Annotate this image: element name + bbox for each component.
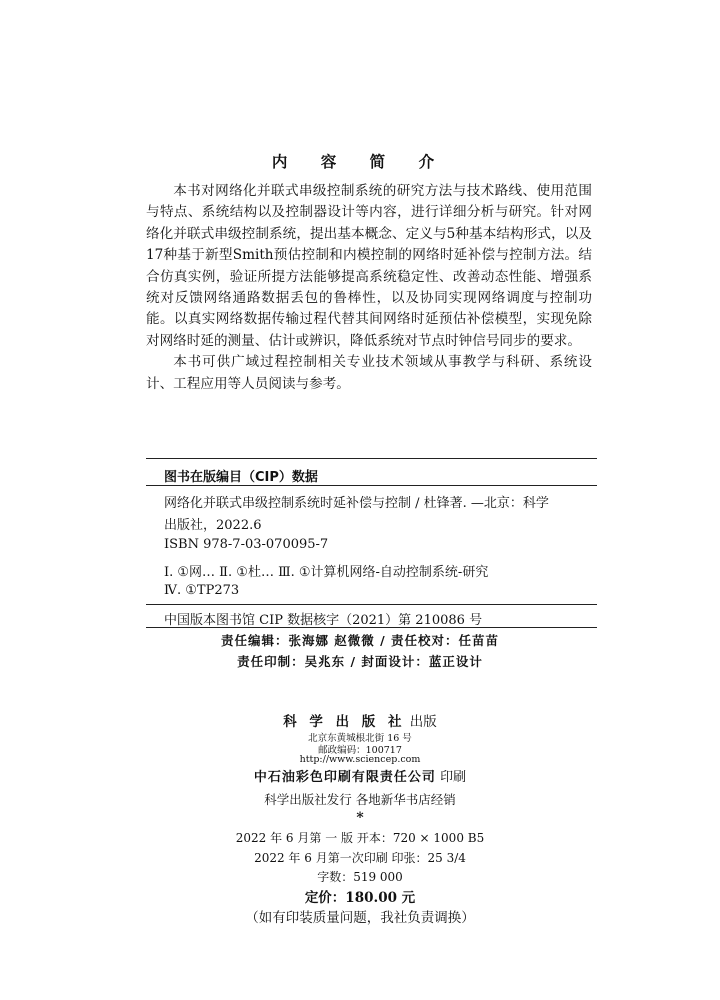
- cip-classification: Ⅰ. ①网… Ⅱ. ①杜… Ⅲ. ①计算机网络-自动控制系统-研究: [164, 565, 489, 580]
- publisher-suffix: 出版: [405, 714, 437, 730]
- cip-top-rule: [146, 458, 597, 459]
- publisher-name: 科 学 出 版 社: [283, 714, 406, 730]
- cip-title-line: 网络化并联式串级控制系统时延补偿与控制 / 杜锋著. —北京：科学: [164, 496, 549, 511]
- cip-classification-cont: Ⅳ. ①TP273: [164, 583, 240, 598]
- word-count: 字数：519 000: [317, 870, 403, 884]
- cip-title-line-cont: 出版社，2022.6: [164, 518, 262, 533]
- production-line: 责任印制：吴兆东 / 封面设计：蓝正设计: [237, 654, 483, 669]
- price: 定价：180.00 元: [304, 890, 416, 906]
- separator-star: *: [356, 810, 364, 826]
- quality-notice: （如有印装质量问题，我社负责调换）: [245, 910, 475, 926]
- cip-header: 图书在版编目（CIP）数据: [164, 470, 318, 485]
- editors-line: 责任编辑：张海娜 赵微微 / 责任校对：任苗苗: [220, 633, 500, 648]
- summary-heading: 内 容 简 介: [271, 153, 449, 171]
- publisher-line: [0, 710, 720, 730]
- cip-bottom-rule: [146, 627, 597, 628]
- summary-body: [146, 181, 592, 395]
- cip-record-number: 中国版本图书馆 CIP 数据核字（2021）第 210086 号: [164, 613, 483, 628]
- cip-header-rule: [146, 485, 597, 486]
- summary-paragraph-2: 本书可供广域过程控制相关专业技术领域从事教学与科研、系统设计、工程应用等人员阅读与参考。: [146, 354, 592, 392]
- cip-record-rule: [146, 604, 597, 605]
- printer-suffix: 印刷: [435, 770, 467, 785]
- publisher-url: http://www.sciencep.com: [299, 754, 421, 765]
- publisher-address: 北京东黄城根北街 16 号: [308, 733, 412, 744]
- printing-line: 2022 年 6 月第一次印刷 印张：25 3/4: [254, 851, 466, 865]
- summary-paragraph-1: 本书对网络化并联式串级控制系统的研究方法与技术路线、使用范围与特点、系统结构以及控制器设计等内容，进行详细分析与研究。针对网络化并联式串级控制系统，提出基本概念、定义与5种基本结构形式，以及17种基于新型Smith预估控制和内模控制的网络时延补偿与控制方法。结合仿真实例，验证所提方法能够提高系统稳定性、改善动态性能、增强系统对反馈网络通路数据丢包的鲁棒性，以及协同实现网络调度与控制功能。以真实网络数据传输过程代替其间网络时延预估补偿模型，实现免除对网络时延的测量、估计或辨识，降低系统对节点时钟信号同步的要求。: [146, 183, 592, 349]
- distribution-line: 科学出版社发行 各地新华书店经销: [264, 792, 456, 807]
- cip-isbn: ISBN 978-7-03-070095-7: [164, 537, 329, 552]
- publisher-postcode: 邮政编码：100717: [318, 745, 402, 756]
- printer-name: 中石油彩色印刷有限责任公司: [253, 770, 436, 785]
- printer-line: [0, 766, 720, 785]
- edition-line: 2022 年 6 月第 一 版 开本：720 × 1000 B5: [235, 831, 485, 845]
